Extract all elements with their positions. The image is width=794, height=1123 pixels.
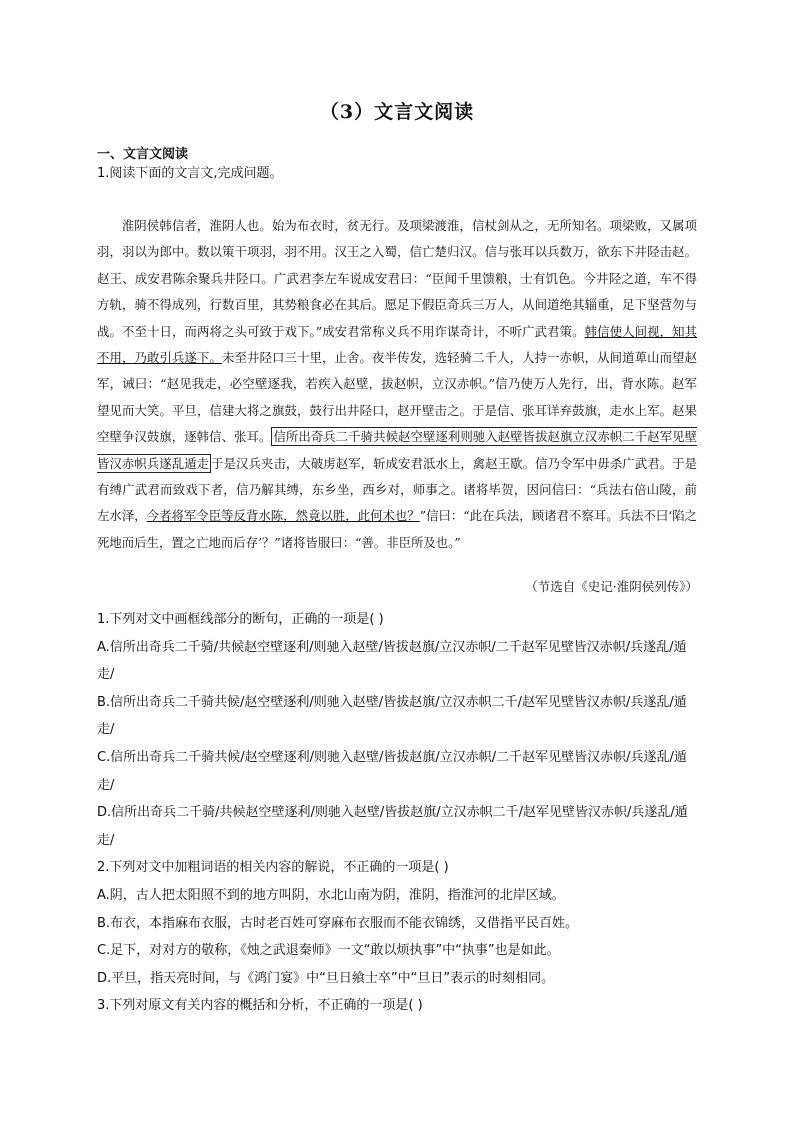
intro-instruction: 1.阅读下面的文言文,完成问题。 [97,166,283,181]
question-list [97,606,697,1020]
source-citation: （节选自《史记·淮阴侯列传》） [525,579,698,594]
question-stem: 1.下列对文中画框线部分的断句，正确的一项是( ) [97,612,384,627]
option-d: D.信所出奇兵二千骑/共候赵空壁逐利/则驰入赵壁/皆拔赵旗/立汉赤帜二千/赵军见壁皆汉赤帜/兵遂乱/遁走/ [97,805,688,848]
option-b: B.信所出奇兵二千骑共候/赵空壁逐利/则驰入赵壁/皆拔赵旗/立汉赤帜二千/赵军见壁皆汉赤帜/兵遂乱/遁走/ [97,694,687,738]
passage-text: 于是汉兵夹击，大破虏赵军，斩成安君泜水上，禽赵王歇。信乃令军中毋杀广武君。于是有缚广武君而致戏下者，信乃解其缚，东乡坐，西乡对，师事之。诸将毕贺，因问信曰：“兵法右倍山陵，前左水泽， [97,455,698,524]
classical-passage [97,213,697,556]
boxed-segment: 信所出奇兵二千骑共候赵空壁逐利则驰入赵壁皆拔赵旗立汉赤帜二千赵军见壁皆汉赤帜兵遂乱遁走 [97,429,698,471]
section-heading: 一、文言文阅读 [97,147,189,162]
option-c: C.信所出奇兵二千骑共候/赵空壁逐利/则驰入赵壁/皆拔赵旗/立汉赤帜/二千赵军见壁皆汉赤帜/兵遂乱/遁走/ [97,749,687,793]
question-stem: 2.下列对文中加粗词语的相关内容的解说，不正确的一项是( ) [97,860,449,876]
question-stem: 3.下列对原文有关内容的概括和分析，不正确的一项是( ) [97,998,423,1014]
passage-text: 未至井陉口三十里，止舍。夜半传发，选轻骑二千人，人持一赤帜，从间道萆山而望赵军，诫曰：“赵见我走，必空壁逐我，若疾入赵壁，拔赵帜，立汉赤帜。”信乃使万人先行，出，背水陈。赵军望见而大笑。平旦，信建大将之旗鼓，鼓行出井陉口，赵开壁击之。于是信、张耳详弃鼓旗，走水上军。赵果空壁争汉鼓旗，逐韩信、张耳。 [97,350,698,445]
passage-paragraph [97,213,697,556]
option-a: A.信所出奇兵二千骑/共候赵空壁逐利/则驰入赵壁/皆拔赵旗/立汉赤帜/二千赵军见壁皆汉赤帜/兵遂乱/遁走/ [97,639,687,683]
option-a: A.阴，古人把太阳照不到的地方叫阴，水北山南为阴，淮阴，指淮河的北岸区域。 [97,887,565,903]
passage-text: ”信曰：“此在兵法，顾诸君不察耳。兵法不曰‘陷之死地而后生，置之亡地而后存’？”诸将皆服曰：“善。非臣所及也。” [97,508,698,550]
passage-text: 淮阴侯韩信者，淮阴人也。始为布衣时，贫无行。及项梁渡淮，信杖剑从之，无所知名。项梁败，又属项羽，羽以为郎中。数以策干项羽，羽不用。汉王之入蜀，信亡楚归汉。信与张耳以兵数万，欲东下井陉击赵。赵王、成安君陈余聚兵井陉口。广武君李左车说成安君曰：“臣闻千里馈粮，士有饥色。今井陉之道，车不得方轨，骑不得成列，行数百里，其势粮食必在其后。愿足下假臣奇兵三万人，从间道绝其辎重，足下坚营勿与战。不至十日，而两将之头可致于戏下。”成安君常称义兵不用诈谋奇计，不听广武君策。 [97,218,697,339]
option-b: B.布衣，本指麻布衣服，古时老百姓可穿麻布衣服而不能衣锦绣，又借指平民百姓。 [97,915,579,931]
option-d: D.平旦，指天亮时间，与《鸿门宴》中“旦日飨士卒”中“旦日”表示的时刻相同。 [97,970,555,986]
option-c: C.足下，对对方的敬称，《烛之武退秦师》一文“敢以烦执事”中“执事”也是如此。 [97,943,560,959]
underlined-sentence: 韩信使人间视，知其不用，乃敢引兵遂下。 [97,323,698,366]
page-title: （3）文言文阅读 [319,101,475,123]
underlined-sentence: 今者将军令臣等反背水陈，然竟以胜，此何术也？ [146,508,420,524]
